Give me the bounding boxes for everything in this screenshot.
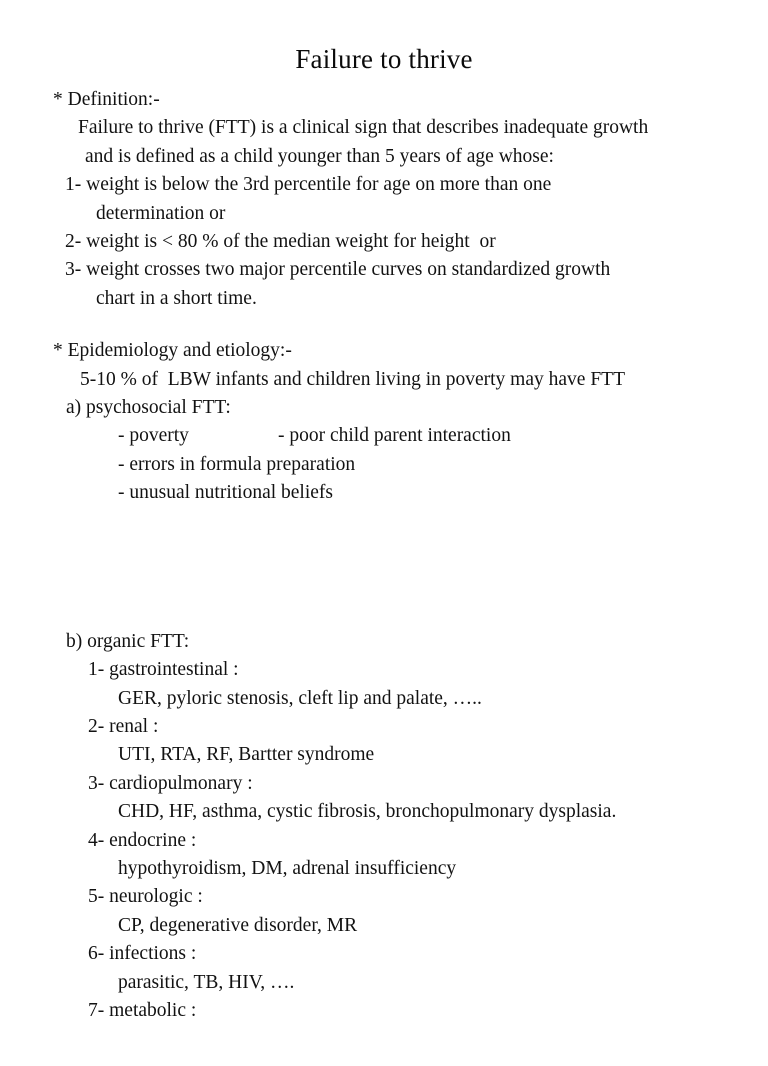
epidemiology-section	[0, 337, 768, 507]
page-title: Failure to thrive	[295, 44, 473, 74]
organic-category-cardiopulmonary: 3- cardiopulmonary :	[88, 772, 253, 794]
criterion-1: 1- weight is below the 3rd percentile for age on more than one	[65, 174, 552, 196]
section-spacer	[0, 313, 768, 337]
psychosocial-item-row	[0, 422, 768, 450]
organic-category-metabolic: 7- metabolic :	[88, 999, 197, 1021]
epidemiology-prevalence: 5-10 % of LBW infants and children living in poverty may have FTT	[80, 368, 625, 390]
organic-ftt-section	[0, 628, 768, 1026]
criterion-3: 3- weight crosses two major percentile curves on standardized growth	[65, 259, 611, 281]
psychosocial-item-poverty: - poverty	[118, 425, 189, 447]
criterion-3-continuation: chart in a short time.	[96, 287, 257, 309]
organic-category-gastrointestinal: 1- gastrointestinal :	[88, 659, 239, 681]
organic-detail-infections: parasitic, TB, HIV, ….	[118, 971, 295, 993]
organic-ftt-label: b) organic FTT:	[66, 630, 190, 652]
criterion-1-continuation: determination or	[96, 202, 226, 224]
definition-intro-line-2: and is defined as a child younger than 5 years of age whose:	[85, 145, 554, 167]
epidemiology-heading: * Epidemiology and etiology:-	[53, 340, 292, 362]
organic-category-renal: 2- renal :	[88, 715, 159, 737]
psychosocial-item-beliefs: - unusual nutritional beliefs	[118, 482, 333, 504]
criterion-2: 2- weight is < 80 % of the median weight for height or	[65, 231, 496, 253]
psychosocial-ftt-label: a) psychosocial FTT:	[66, 397, 231, 419]
definition-heading: * Definition:-	[53, 89, 160, 110]
organic-detail-endocrine: hypothyroidism, DM, adrenal insufficiency	[118, 857, 457, 879]
organic-detail-renal: UTI, RTA, RF, Bartter syndrome	[118, 744, 375, 766]
organic-section-spacer	[0, 508, 768, 628]
psychosocial-item-interaction: - poor child parent interaction	[278, 425, 511, 447]
definition-section	[0, 86, 768, 313]
organic-category-neurologic: 5- neurologic :	[88, 886, 203, 908]
psychosocial-item-formula: - errors in formula preparation	[118, 453, 356, 475]
organic-category-endocrine: 4- endocrine :	[88, 829, 197, 851]
organic-detail-gastrointestinal: GER, pyloric stenosis, cleft lip and palate, …..	[118, 687, 482, 709]
organic-category-infections: 6- infections :	[88, 943, 197, 965]
definition-intro-line-1: Failure to thrive (FTT) is a clinical sign that describes inadequate growth	[78, 117, 649, 139]
organic-detail-cardiopulmonary: CHD, HF, asthma, cystic fibrosis, bronchopulmonary dysplasia.	[118, 801, 617, 823]
organic-detail-neurologic: CP, degenerative disorder, MR	[118, 914, 358, 936]
slide-page	[0, 42, 768, 1066]
